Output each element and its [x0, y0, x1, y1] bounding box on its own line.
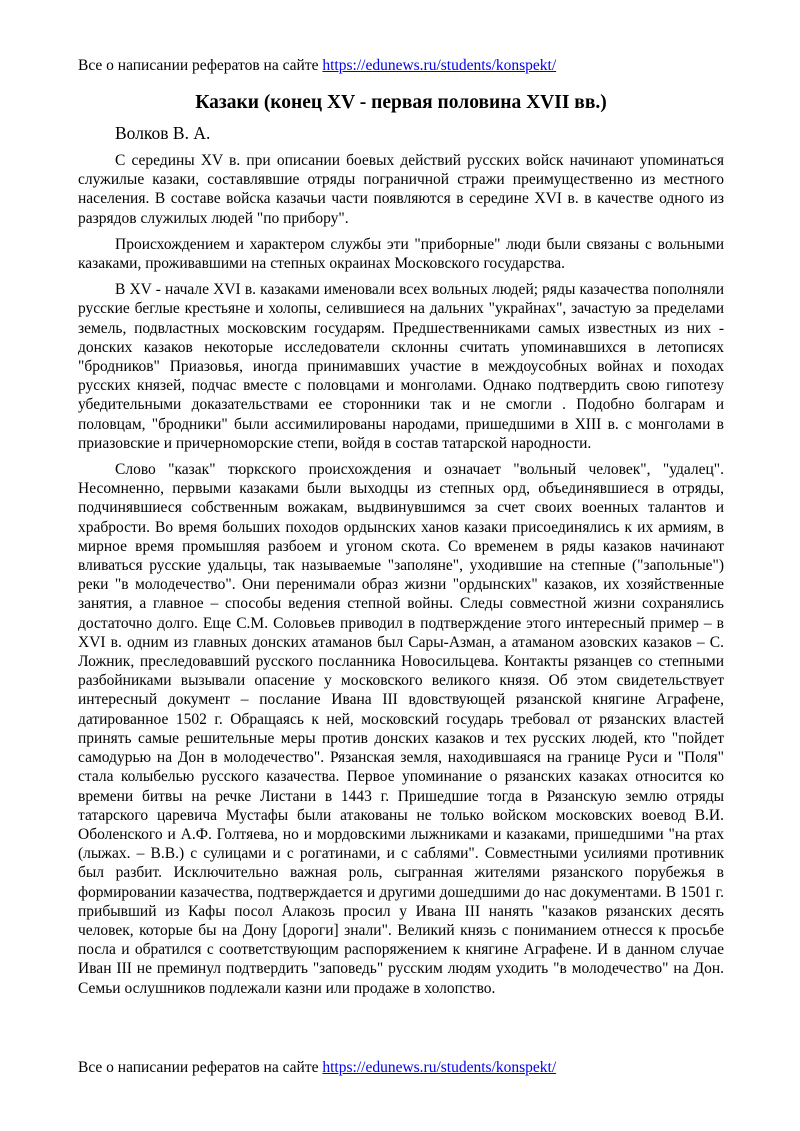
footer-line [78, 1058, 556, 1078]
header-link[interactable]: https://edunews.ru/students/konspekt/ [322, 57, 557, 74]
footer-text: Все о написании рефератов на сайте [78, 1059, 323, 1076]
header-line [78, 56, 556, 76]
author-name: Волков В. А. [115, 123, 211, 143]
paragraph: Слово "казак" тюркского происхождения и означает "вольный человек", "удалец". Несомненно, первыми казаками были выходцы из степных орд, объединявшиеся в отряды, подчинявшиеся собственным вожакам, выдвинувшимся за счет своих военных талантов и храбрости. Во время больших походов ордынских ханов казаки присоединялись к их армиям, в мирное время промышляя разбоем и угоном скота. Со временем в ряды казаков начинают вливаться русские удальцы, так называемые "заполяне", уходившие на степные ("запольные") реки "в молодечество". Они перенимали образ жизни "ордынских" казаков, их хозяйственные занятия, а главное – способы ведения степной войны. Следы совместной жизни сохранялись достаточно долго. Еще С.М. Соловьев приводил в подтверждение этого интересный пример – в XVI в. одним из главных донских атаманов был Сары-Азман, а атаманом азовских казаков – С. Ложник, преследовавший русского посланника Новосильцева. Контакты рязанцев со степными разбойниками вызывали опасение у московского великого князя. Об этом свидетельствует интересный документ – послание Ивана III вдовствующей рязанской княгине Аграфене, датированное 1502 г. Обращаясь к ней, московский государь требовал от рязанских властей принять самые решительные меры против донских казаков и тех русских людей, кто "пойдет самодурью на Дон в молодечество". Рязанская земля, находившаяся на границе Руси и "Поля" стала колыбелью русского казачества. Первое упоминание о рязанских казаках относится ко времени битвы на речке Листани в 1443 г. Пришедшие тогда в Рязанскую землю отряды татарского царевича Мустафы были атакованы не только войском московских воевод В.И. Оболенского и А.Ф. Голтяева, но и мордовскими лыжниками и казаками, пришедшими "на ртах (лыжах. – В.В.) с сулицами и с рогатинами, и с саблями". Совместными усилиями противник был разбит. Исключительно важная роль, сыгранная жителями рязанского порубежья в формировании казачества, подтверждается и другими дошедшими до нас документами. В 1501 г. прибывший из Кафы посол Алакозь просил у Ивана III нанять "казаков рязанских десять человек, которые бы на Дону [дороги] знали". Великий князь с пониманием отнесся к просьбе посла и обратился с соответствующим распоряжением к княгине Аграфене. И в данном случае Иван III не преминул подтвердить "заповедь" русским людям уходить "в молодечество" на Дон. Семьи ослушников подлежали казни или продаже в холопство. [78, 461, 724, 997]
paragraph: С середины XV в. при описании боевых действий русских войск начинают упоминаться служилые казаки, составлявшие отряды пограничной стражи преимущественно из местного населения. В составе войска казачьи части появляются в середине XVI в. в качестве одного из разрядов служилых людей "по прибору". [78, 152, 724, 227]
header-text: Все о написании рефератов на сайте [78, 57, 323, 74]
footer-link[interactable]: https://edunews.ru/students/konspekt/ [322, 1059, 557, 1076]
paragraph: В XV - начале XVI в. казаками именовали всех вольных людей; ряды казачества пополняли русские беглые крестьяне и холопы, селившиеся на дальних "украйнах", зачастую за пределами земель, подвластных московским государям. Предшественниками самых известных из них - донских казаков некоторые исследователи склонны считать упоминавшихся в летописях "бродников" Приазовья, иногда принимавших участие в междоусобных войнах и походах русских князей, подчас вместе с половцами и монголами. Однако подтвердить свою гипотезу убедительными доказательствами ее сторонники так и не смогли . Подобно болгарам и половцам, "бродники" были ассимилированы народами, пришедшими в XIII в. с монголами в приазовские и причерноморские степи, войдя в состав татарской народности. [78, 281, 724, 452]
article-body [78, 151, 724, 1005]
document-title: Казаки (конец XV - первая половина XVII вв.) [195, 92, 607, 113]
paragraph: Происхождением и характером службы эти "приборные" люди были связаны с вольными казаками, проживавшими на степных окраинах Московского государства. [78, 235, 724, 273]
